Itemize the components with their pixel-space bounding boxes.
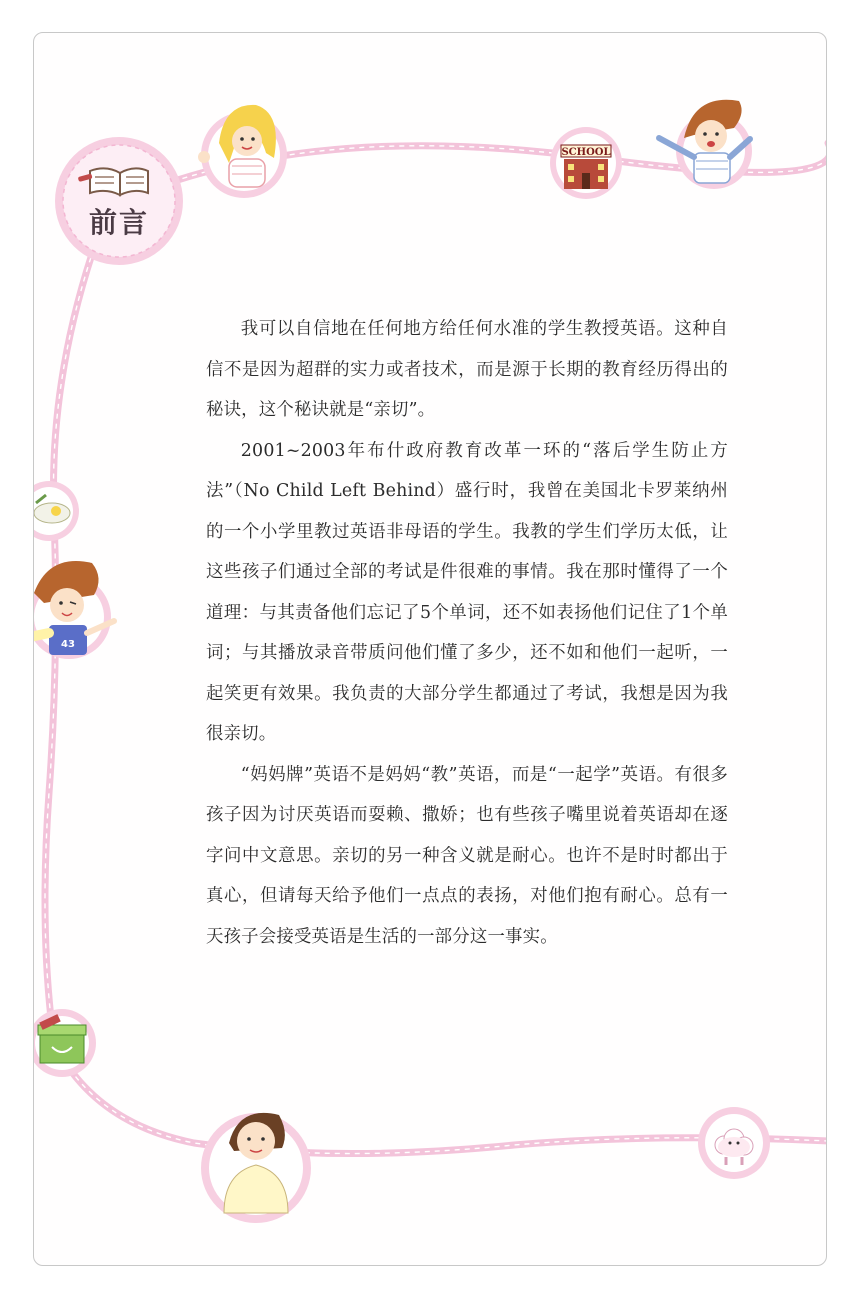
paragraph: “妈妈牌”英语不是妈妈“教”英语，而是“一起学”英语。有很多孩子因为讨厌英语而耍赖、撒娇；也有些孩子嘴里说着英语却在逐字问中文意思。亲切的另一种含义就是耐心。也许不是时时都出于真心，但请每天给予他们一点点的表扬，对他们抱有耐心。总有一天孩子会接受英语是生活的一部分这一事实。 [206,764,728,947]
boy-jersey-illustration [34,561,114,659]
girl-illustration [198,105,287,198]
paragraph: 2001~2003年布什政府教育改革一环的“落后学生防止方法”（No Child Left Behind）盛行时，我曾在美国北卡罗莱纳州的一个小学里教过英语非母语的学生。我教的学生们学历太低，让这些孩子们通过全部的考试是件很难的事情。我在那时懂得了一个道理：与其责备他们忘记了5个单词，还不如表扬他们记住了1个单词；与其播放录音带质问他们懂了多少，还不如和他们一起听，一起笑更有效果。我负责的大部分学生都通过了考试，我想是因为我很亲切。 [206,440,728,744]
sheep-illustration [698,1107,770,1179]
gift-box-illustration [34,1009,96,1077]
page-title: 前言 [88,206,149,239]
food-bubble-illustration [34,481,79,541]
preface-body [206,309,728,957]
boy-bottom-illustration [201,1113,311,1223]
school-illustration [550,127,622,199]
paragraph: 我可以自信地在任何地方给任何水准的学生教授英语。这种自信不是因为超群的实力或者技术，而是源于长期的教育经历得出的秘诀，这个秘诀就是“亲切”。 [206,319,728,420]
school-sign-text: SCHOOL [561,147,611,158]
jersey-number: 43 [61,639,75,650]
boy-waving-illustration [659,100,752,189]
book-page [33,32,827,1266]
